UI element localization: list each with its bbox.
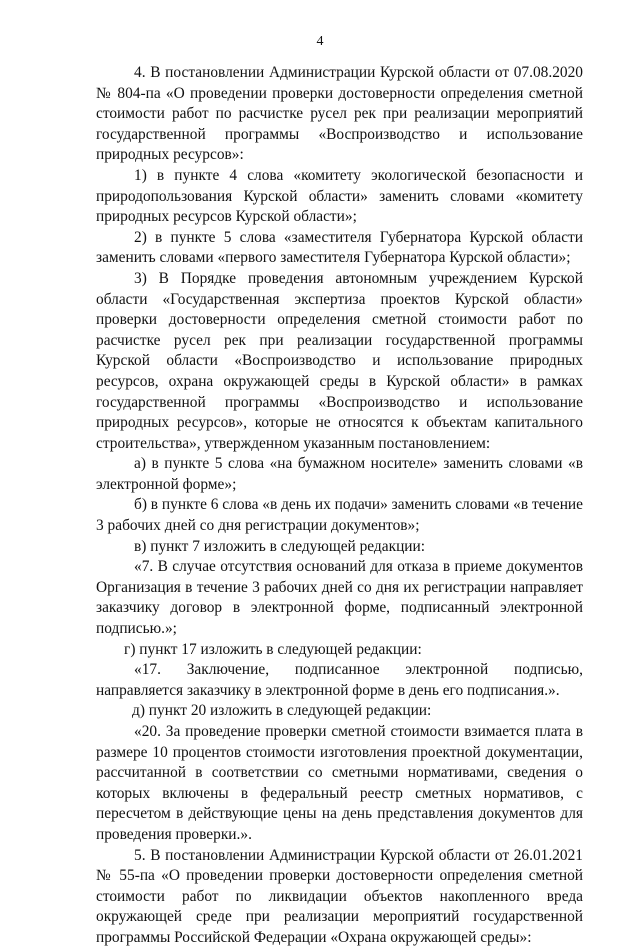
paragraph-letter-g: г) пункт 17 изложить в следующей редакции: xyxy=(124,640,422,658)
paragraph-letter-v: в) пункт 7 изложить в следующей редакции: xyxy=(134,537,426,555)
paragraph-letter-a: а) в пункте 5 слова «на бумажном носителе» заменить словами «в электронной форме»; xyxy=(96,455,583,493)
paragraph-subitem-1: 1) в пункте 4 слова «комитету экологической безопасности и природопользования Курской области» заменить словами «комитету природных ресурсов Курской области»; xyxy=(96,166,583,226)
paragraph-item-4: 4. В постановлении Администрации Курской области от 07.08.2020 № 804-па «О проведении проверки достоверности определения сметной стоимости работ по расчистке русел рек при реализации мероприятий государственной программы «Воспроизводство и использование природных ресурсов»: xyxy=(96,64,583,164)
paragraph-clause-17: «17. Заключение, подписанное электронной подписью, направляется заказчику в электронной форме в день его подписания.». xyxy=(96,661,583,699)
document-body xyxy=(96,63,583,949)
page-number: 4 xyxy=(316,34,324,49)
paragraph-letter-d: д) пункт 20 изложить в следующей редакции: xyxy=(132,702,432,720)
paragraph-letter-b: б) в пункте 6 слова «в день их подачи» заменить словами «в течение 3 рабочих дней со дня регистрации документов»; xyxy=(96,496,583,535)
paragraph-subitem-3: 3) В Порядке проведения автономным учреждением Курской области «Государственная экспертиза проектов Курской области» проверки достоверности определения сметной стоимости работ по расчистке русел рек при реализации государственной программы Курской области «Воспроизводство и использование природных ресурсов, охрана окружающей среды в Курской области» в рамках государственной программы «Воспроизводство и использование природных ресурсов», которые не относятся к объектам капитального строительства», утвержденном указанным постановлением: xyxy=(96,269,583,452)
paragraph-clause-20: «20. За проведение проверки сметной стоимости взимается плата в размере 10 процентов стоимости изготовления проектной документации, рассчитанной в соответствии со сметными нормативами, сведения о которых включены в федеральный реестр сметных нормативов, с пересчетом в действующие цены на день представления документов для проведения проверки.». xyxy=(96,723,583,843)
paragraph-clause-7: «7. В случае отсутствия оснований для отказа в приеме документов Организация в течение 3 рабочих дней со дня их регистрации направляет заказчику договор в электронной форме, подписанный электронной подписью.»; xyxy=(96,558,583,638)
paragraph-item-5: 5. В постановлении Администрации Курской области от 26.01.2021 № 55-па «О проведении проверки достоверности определения сметной стоимости работ по ликвидации объектов накопленного вреда окружающей среде при реализации мероприятий государственной программы Российской Федерации «Охрана окружающей среды»: xyxy=(96,846,583,946)
paragraph-subitem-2: 2) в пункте 5 слова «заместителя Губернатора Курской области заменить словами «первого заместителя Губернатора Курской области»; xyxy=(96,228,583,267)
